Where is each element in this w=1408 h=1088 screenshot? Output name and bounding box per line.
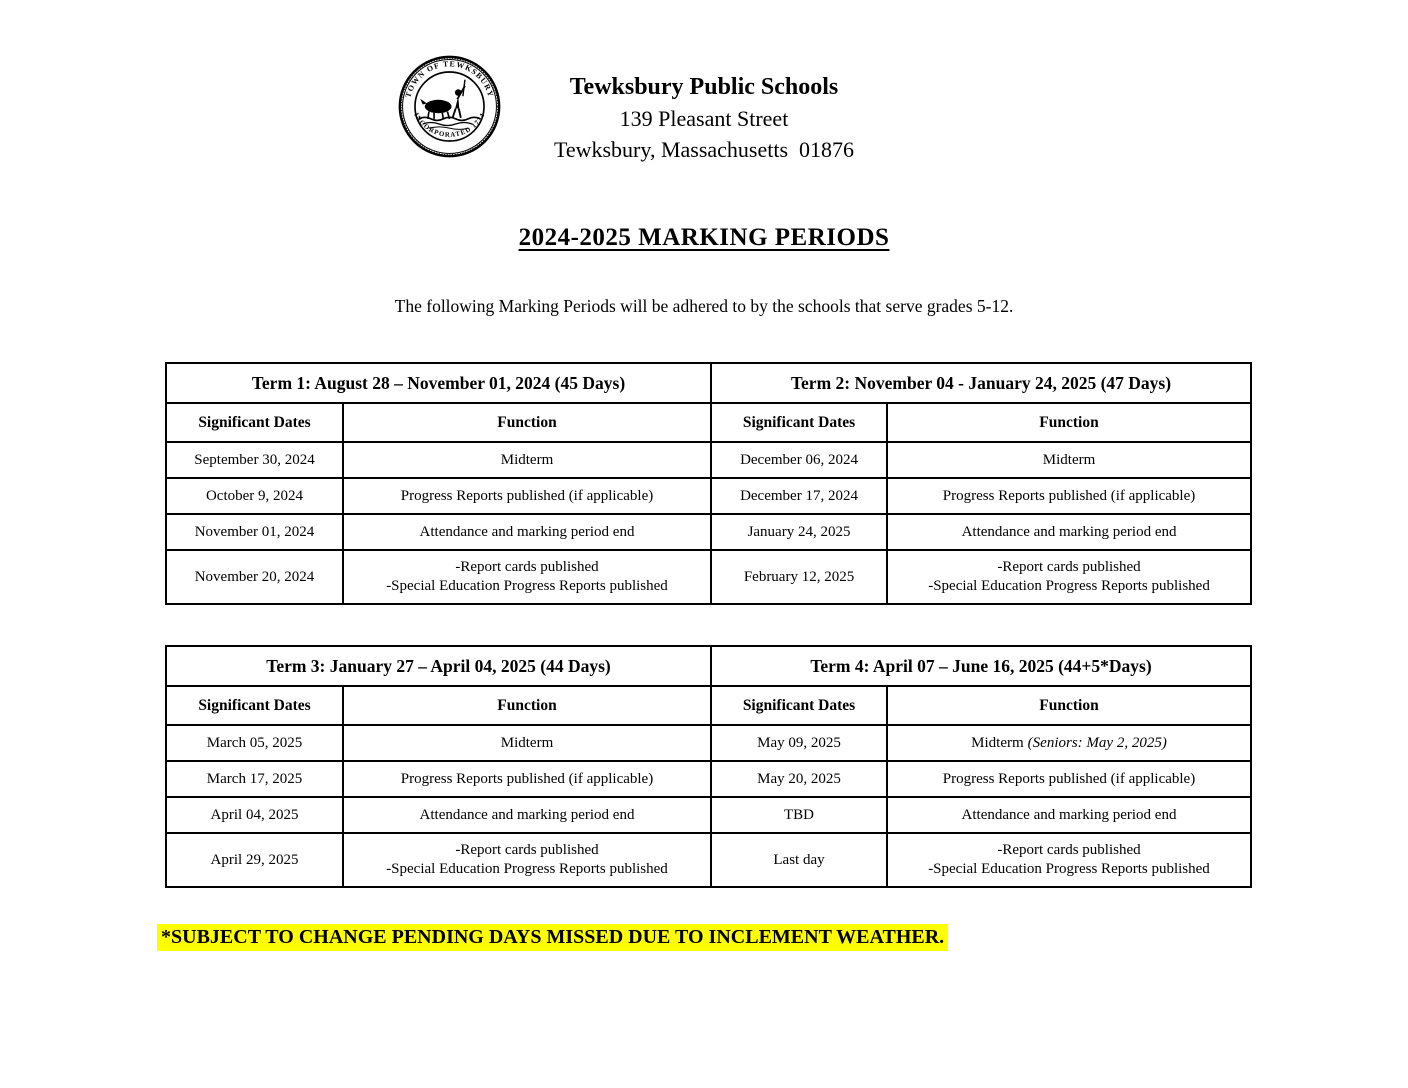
- sped-reports-line: -Special Education Progress Reports published: [386, 578, 668, 594]
- sped-reports-line: -Special Education Progress Reports published: [386, 861, 668, 877]
- function-cell: Attendance and marking period end: [887, 514, 1251, 550]
- function-cell: [887, 550, 1251, 604]
- address-city-state-zip: Tewksbury, Massachusetts 01876: [553, 137, 855, 162]
- marking-periods-table-terms-3-4: [165, 645, 1252, 888]
- marking-periods-table-terms-1-2: [165, 362, 1252, 605]
- weather-disclaimer: *SUBJECT TO CHANGE PENDING DAYS MISSED DUE TO INCLEMENT WEATHER.: [157, 924, 948, 951]
- date-cell: December 17, 2024: [711, 478, 887, 514]
- midterm-label: Midterm: [971, 734, 1024, 751]
- function-header: Function: [887, 686, 1251, 725]
- function-cell: Progress Reports published (if applicable): [887, 761, 1251, 797]
- function-cell: [343, 550, 711, 604]
- function-cell: [887, 833, 1251, 887]
- date-cell: May 09, 2025: [711, 725, 887, 761]
- function-cell: Attendance and marking period end: [887, 797, 1251, 833]
- date-cell: January 24, 2025: [711, 514, 887, 550]
- seal-top-text: TOWN OF TEWKSBURY: [403, 59, 496, 99]
- function-cell: Progress Reports published (if applicable): [887, 478, 1251, 514]
- function-header: Function: [343, 686, 711, 725]
- date-cell: October 9, 2024: [166, 478, 343, 514]
- address-street: 139 Pleasant Street: [619, 106, 789, 131]
- function-cell: [887, 725, 1251, 761]
- significant-dates-header: Significant Dates: [711, 686, 887, 725]
- letterhead: [0, 72, 1408, 165]
- date-cell: Last day: [711, 833, 887, 887]
- intro-text: The following Marking Periods will be adhered to by the schools that serve grades 5-12.: [394, 296, 1014, 316]
- report-cards-line: -Report cards published: [455, 842, 599, 858]
- function-cell: Progress Reports published (if applicable): [343, 761, 711, 797]
- date-cell: March 17, 2025: [166, 761, 343, 797]
- function-cell: [343, 833, 711, 887]
- report-cards-line: -Report cards published: [997, 559, 1141, 575]
- function-header: Function: [887, 403, 1251, 442]
- function-header: Function: [343, 403, 711, 442]
- report-cards-line: -Report cards published: [997, 842, 1141, 858]
- page-title: 2024-2025 MARKING PERIODS: [518, 224, 890, 251]
- date-cell: December 06, 2024: [711, 442, 887, 478]
- significant-dates-header: Significant Dates: [166, 686, 343, 725]
- report-cards-line: -Report cards published: [455, 559, 599, 575]
- date-cell: November 20, 2024: [166, 550, 343, 604]
- function-cell: Progress Reports published (if applicable): [343, 478, 711, 514]
- date-cell: April 04, 2025: [166, 797, 343, 833]
- date-cell: March 05, 2025: [166, 725, 343, 761]
- term-3-title: Term 3: January 27 – April 04, 2025 (44 Days): [166, 646, 711, 686]
- sped-reports-line: -Special Education Progress Reports published: [928, 578, 1210, 594]
- term-1-title: Term 1: August 28 – November 01, 2024 (45 Days): [166, 363, 711, 403]
- function-cell: Attendance and marking period end: [343, 797, 711, 833]
- date-cell: February 12, 2025: [711, 550, 887, 604]
- date-cell: May 20, 2025: [711, 761, 887, 797]
- sped-reports-line: -Special Education Progress Reports published: [928, 861, 1210, 877]
- function-cell: Midterm: [343, 442, 711, 478]
- school-name: Tewksbury Public Schools: [569, 74, 839, 100]
- date-cell: September 30, 2024: [166, 442, 343, 478]
- significant-dates-header: Significant Dates: [166, 403, 343, 442]
- date-cell: April 29, 2025: [166, 833, 343, 887]
- term-4-title: Term 4: April 07 – June 16, 2025 (44+5*Days): [711, 646, 1251, 686]
- term-2-title: Term 2: November 04 - January 24, 2025 (47 Days): [711, 363, 1251, 403]
- significant-dates-header: Significant Dates: [711, 403, 887, 442]
- function-cell: Midterm: [343, 725, 711, 761]
- midterm-seniors-note: (Seniors: May 2, 2025): [1027, 734, 1167, 751]
- seal-bottom-text: INCORPORATED 1734: [412, 111, 487, 139]
- date-cell: TBD: [711, 797, 887, 833]
- function-cell: Attendance and marking period end: [343, 514, 711, 550]
- function-cell: Midterm: [887, 442, 1251, 478]
- date-cell: November 01, 2024: [166, 514, 343, 550]
